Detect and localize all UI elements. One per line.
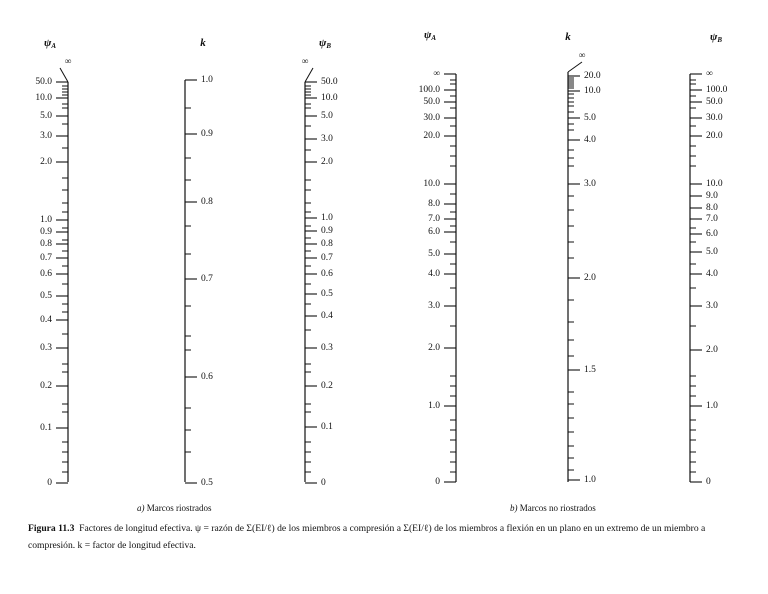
p1-ψB-tick-label: 30.0 [706,113,723,124]
p0-ψB-tick-label: 5.0 [321,111,333,122]
panel-a-caption [137,503,212,513]
p0-ψB-tick-label: 0.4 [321,311,333,322]
p1-ψB-tick-label: 7.0 [706,214,718,225]
p0-ψB-tick-label: 0.5 [321,289,333,300]
p1-ψB-tick-label: 8.0 [706,203,718,214]
p1-ψA-tick-label: 0 [435,477,440,488]
p0-ψB-tick-label: 0.9 [321,226,333,237]
p1-ψB-tick-label: 100.0 [706,85,728,96]
p0-ψB-tick-label: 1.0 [321,213,333,224]
p0-ψA-tick-label: 10.0 [35,93,52,104]
p0-ψA-tick-label: 50.0 [35,77,52,88]
p1-ψA-tick-label: 10.0 [423,179,440,190]
p0-ψB-tick-label: 0.3 [321,343,333,354]
p0-ψA-tick-label: 0.1 [40,423,52,434]
p0-ψB-tick-label: 0.2 [321,381,333,392]
p0-ψB-tick-label: 0.1 [321,422,333,433]
p0-ψB-tick-label: 2.0 [321,157,333,168]
p1-k-tick-label: 10.0 [584,86,601,97]
p1-ψB-tick-label: ∞ [706,69,713,80]
p0-ψA-tick-label: 0.8 [40,239,52,250]
p1-ψB-tick-label: 5.0 [706,247,718,258]
p1-k-tick-label: 20.0 [584,71,601,82]
p1-ψA-tick-label: 7.0 [428,214,440,225]
p1-ψB-tick-label: 2.0 [706,345,718,356]
p1-ψA-tick-label: 6.0 [428,227,440,238]
p1-ψA-tick-label: 5.0 [428,249,440,260]
p0-ψB-tick-label: 0.6 [321,269,333,280]
p0-k-tick-label: 0.6 [201,372,213,383]
p0-ψB-infinity-mark [305,68,313,82]
p1-ψA-tick-label: 1.0 [428,401,440,412]
p1-k-tick-label: ∞ [578,51,586,62]
p1-ψB-tick-label: 50.0 [706,97,723,108]
p1-ψA-tick-label: 30.0 [423,113,440,124]
p1-ψA-tick-label: 2.0 [428,343,440,354]
p0-ψA-tick-label: 0.2 [40,381,52,392]
figure-caption-text: Factores de longitud efectiva. ψ = razón de Σ(EI/ℓ) de los miembros a compresión a Σ(EI/ℓ) de los miembros a flexión en un plano en un extremo de un miembro a compresión. k = factor de longitud efectiva. [28,523,706,551]
p1-ψB-tick-label: 6.0 [706,229,718,240]
p0-ψA-tick-label: 0.3 [40,343,52,354]
p1-ψB-tick-label: 0 [706,477,711,488]
panel-b-letter: b) [510,503,518,513]
p0-k-tick-label: 0.5 [201,478,213,489]
p1-ψB-tick-label: 20.0 [706,131,723,142]
p0-ψA-tick-label: 5.0 [40,111,52,122]
p0-ψB-tick-label: 0.8 [321,239,333,250]
p0-ψA-tick-label: 1.0 [40,215,52,226]
p1-ψB-tick-label: 3.0 [706,301,718,312]
p1-ψB-header: ψB [709,31,723,44]
p1-ψA-tick-label: 8.0 [428,199,440,210]
panel-b-caption [510,503,596,513]
p0-ψA-tick-label: 0.5 [40,291,52,302]
p0-ψB-tick-label: 10.0 [321,93,338,104]
p1-k-infinity-mark [568,62,582,72]
p0-ψA-tick-label: 0.9 [40,227,52,238]
p0-ψB-header: ψB [318,37,332,50]
p1-ψA-tick-label: 3.0 [428,301,440,312]
p1-k-tick-label: 3.0 [584,179,596,190]
p0-ψB-tick-label: 50.0 [321,77,338,88]
figure-label: Figura 11.3 [28,523,75,534]
p1-ψA-header: ψA [423,29,437,42]
p0-ψA-header: ψA [43,37,57,50]
p0-ψA-tick-label: 0.4 [40,315,52,326]
p0-ψB-tick-label: 0 [321,478,326,489]
p1-ψB-tick-label: 4.0 [706,269,718,280]
p0-k-tick-label: 0.7 [201,274,213,285]
p1-ψA-tick-label: 50.0 [423,97,440,108]
p1-ψA-tick-label: 4.0 [428,269,440,280]
p0-ψA-tick-label: 0 [47,478,52,489]
p1-k-tick-label: 2.0 [584,273,596,284]
p1-ψB-tick-label: 10.0 [706,179,723,190]
p0-ψA-tick-label: ∞ [64,57,72,68]
p0-ψA-tick-label: 2.0 [40,157,52,168]
p1-ψB-tick-label: 9.0 [706,191,718,202]
p0-ψB-tick-label: 3.0 [321,134,333,145]
p1-k-tick-label: 1.0 [584,475,596,486]
p0-ψA-tick-label: 0.7 [40,253,52,264]
p0-ψA-infinity-mark [60,68,68,82]
figure-caption [28,520,748,554]
p1-k-tick-label: 5.0 [584,113,596,124]
panel-a-caption-text: Marcos riostrados [146,503,212,513]
p0-k-header: k [200,37,206,49]
p0-ψB-tick-label: ∞ [301,57,309,68]
p1-ψA-tick-label: 100.0 [418,85,440,96]
p0-k-tick-label: 0.8 [201,197,213,208]
panel-b-caption-text: Marcos no riostrados [519,503,596,513]
p1-k-header: k [565,31,571,43]
p0-ψA-tick-label: 0.6 [40,269,52,280]
p0-k-tick-label: 0.9 [201,129,213,140]
p0-k-tick-label: 1.0 [201,75,213,86]
p0-ψA-tick-label: 3.0 [40,131,52,142]
p0-ψB-tick-label: 0.7 [321,253,333,264]
p1-ψA-tick-label: ∞ [433,69,440,80]
p1-ψA-tick-label: 20.0 [423,131,440,142]
p1-k-tick-label: 4.0 [584,135,596,146]
p1-k-tick-label: 1.5 [584,365,596,376]
p1-ψB-tick-label: 1.0 [706,401,718,412]
panel-a-letter: a) [137,503,145,513]
